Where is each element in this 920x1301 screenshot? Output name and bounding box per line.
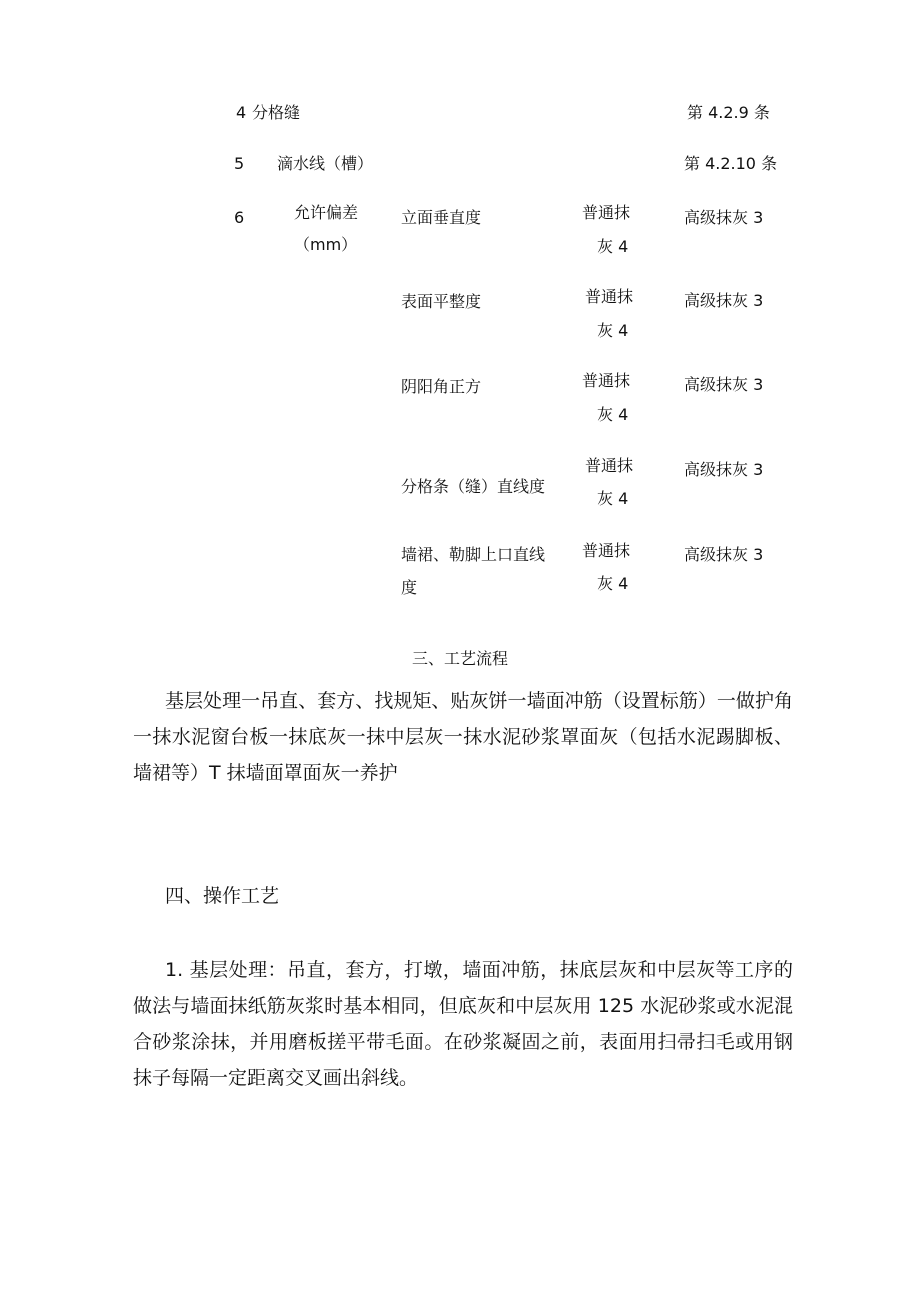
sub-normal-line1: 普通抹 bbox=[582, 203, 631, 222]
sub-normal-line1: 普通抹 bbox=[585, 287, 634, 306]
sub-item: 分格条（缝）直线度 bbox=[401, 477, 546, 496]
section3-title: 三、工艺流程 bbox=[411, 649, 508, 668]
sub-high: 高级抹灰 3 bbox=[684, 375, 764, 394]
section3-paragraph: 基层处理一吊直、套方、找规矩、贴灰饼一墙面冲筋（设置标筋）一做护角一抹水泥窗台板一抹底灰一抹中层灰一抹水泥砂浆罩面灰（包括水泥踢脚板、墙裙等）T 抹墙面罩面灰一养护 bbox=[133, 690, 793, 784]
row5-reference: 第 4.2.10 条 bbox=[684, 154, 778, 173]
section4-title: 四、操作工艺 bbox=[165, 885, 280, 907]
sub-item: 表面平整度 bbox=[401, 292, 482, 311]
sub-item: 立面垂直度 bbox=[401, 208, 482, 227]
row4-number: 4 bbox=[236, 103, 247, 122]
sub-high: 高级抹灰 3 bbox=[684, 545, 764, 564]
sub-normal-line2: 灰 4 bbox=[597, 405, 629, 424]
sub-normal-line2: 灰 4 bbox=[597, 489, 629, 508]
sub-high: 高级抹灰 3 bbox=[684, 208, 764, 227]
row4-item: 分格缝 bbox=[252, 103, 301, 122]
row6-item-line1: 允许偏差 bbox=[294, 203, 359, 222]
sub-normal-line1: 普通抹 bbox=[582, 541, 631, 560]
sub-item-line1: 墙裙、勒脚上口直线 bbox=[401, 545, 546, 564]
sub-item-line2: 度 bbox=[401, 578, 418, 597]
sub-normal-line1: 普通抹 bbox=[582, 371, 631, 390]
section4-paragraph: 1. 基层处理：吊直，套方，打墩，墙面冲筋，抹底层灰和中层灰等工序的做法与墙面抹纸筋灰浆时基本相同，但底灰和中层灰用 125 水泥砂浆或水泥混合砂浆涂抹，并用磨板搓平带毛面。在砂浆凝固之前，表面用扫帚扫毛或用钢抹子每隔一定距离交叉画出斜线。 bbox=[133, 959, 793, 1089]
row5-item: 滴水线（槽） bbox=[277, 154, 374, 173]
sub-high: 高级抹灰 3 bbox=[684, 460, 764, 479]
sub-normal-line1: 普通抹 bbox=[585, 456, 634, 475]
row5-number: 5 bbox=[234, 154, 245, 173]
sub-normal-line2: 灰 4 bbox=[597, 321, 629, 340]
row6-item-line2: （mm） bbox=[294, 235, 358, 254]
sub-item: 阴阳角正方 bbox=[401, 377, 482, 396]
sub-normal-line2: 灰 4 bbox=[597, 237, 629, 256]
row6-number: 6 bbox=[234, 208, 245, 227]
sub-normal-line2: 灰 4 bbox=[597, 574, 629, 593]
row4-reference: 第 4.2.9 条 bbox=[687, 103, 770, 122]
sub-high: 高级抹灰 3 bbox=[684, 291, 764, 310]
